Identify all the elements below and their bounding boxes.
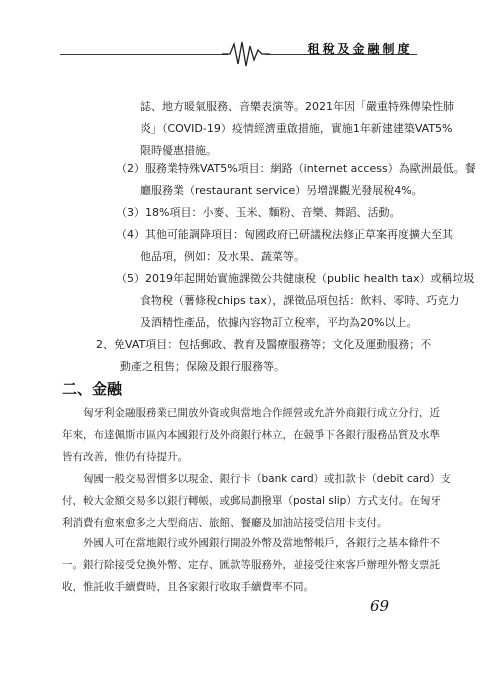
- paragraph-line: 收，惟託收手續費時，且各家銀行收取手續費率不同。: [62, 581, 314, 593]
- sub-item-2: [116, 158, 476, 202]
- text-line: 誌、地方暖氣服務、音樂表演等。2021年因「嚴重特殊傳染性肺: [140, 100, 454, 113]
- page-number: 69: [370, 597, 390, 615]
- sub-item-line: 他品項，例如：及水果、蔬菜等。: [140, 250, 305, 263]
- paragraph-line: 利消費有愈來愈多之大型商店、旅館、餐廳及加油站接受信用卡支付。: [62, 517, 388, 529]
- sub-item-line: （5）2019年起開始實施課徵公共健康稅（public health tax）或稱垃圾: [116, 272, 475, 285]
- paragraph-3: [62, 532, 440, 598]
- paragraph-2: [62, 468, 451, 534]
- paragraph-line: 匈國一般交易習慣多以現金、銀行卡（bank card）或扣款卡（debit card）支: [83, 473, 451, 485]
- page-header: [0, 0, 480, 70]
- sub-item-line: （4）其他可能調降項目：匈國政府已研議稅法修正草案再度擴大至其: [116, 228, 453, 241]
- paragraph-line: 付，較大金額交易多以銀行轉帳，或郵局劃撥單（postal slip）方式支付。在匈牙: [62, 495, 441, 507]
- paragraph-line: 外國人可在當地銀行或外國銀行開設外幣及當地幣帳戶，各銀行之基本條件不: [83, 537, 440, 549]
- item-2-exempt-vat: [96, 334, 431, 378]
- sub-item-3: [116, 202, 400, 224]
- continued-text: [140, 96, 454, 162]
- paragraph-1: [62, 402, 440, 468]
- paragraph-line: 皆有改善，惟仍有待提升。: [62, 451, 188, 463]
- paragraph-line: 一。銀行除接受兌換外幣、定存、匯款等服務外，並接受往來客戶辦理外幣支票託: [62, 559, 440, 571]
- header-title: 租稅及金融制度: [307, 42, 413, 56]
- sub-item-5: [116, 268, 474, 334]
- item-line: 2、免VAT項目：包括郵政、教育及醫療服務等；文化及運動服務；不: [96, 338, 432, 351]
- header-rule-left: [60, 54, 228, 55]
- text-line: 限時優惠措施。: [140, 144, 217, 157]
- sub-item-line: 食物稅（薯條稅chips tax），課徵品項包括：飲料、零時、巧克力: [140, 294, 460, 307]
- sub-item-line: 及酒精性產品，依據內容物訂立稅率，平均為20%以上。: [140, 316, 418, 329]
- sub-item-line: （2）服務業特殊VAT5%項目：網路（internet access）為歐洲最低。餐: [116, 162, 476, 175]
- item-line: 動產之租售；保險及銀行服務等。: [120, 360, 285, 373]
- paragraph-line: 年來，布達佩斯市區內本國銀行及外商銀行林立，在競爭下各銀行服務品質及水準: [62, 429, 440, 441]
- text-line: 炎」（COVID-19）疫情經濟重啟措施，實施1年新建建築VAT5%: [140, 122, 453, 135]
- section-heading: 二、金融: [62, 380, 123, 398]
- sub-item-line: （3）18%項目：小麥、玉米、麵粉、音樂、舞蹈、活動。: [116, 206, 401, 219]
- paragraph-line: 匈牙利金融服務業已開放外資或與當地合作經營或允許外商銀行成立分行，近: [83, 407, 440, 419]
- sub-item-line: 廳服務業（restaurant service）另增課觀光發展稅4%。: [140, 184, 423, 197]
- heartbeat-pulse-icon: [222, 40, 270, 70]
- sub-item-4: [116, 224, 453, 268]
